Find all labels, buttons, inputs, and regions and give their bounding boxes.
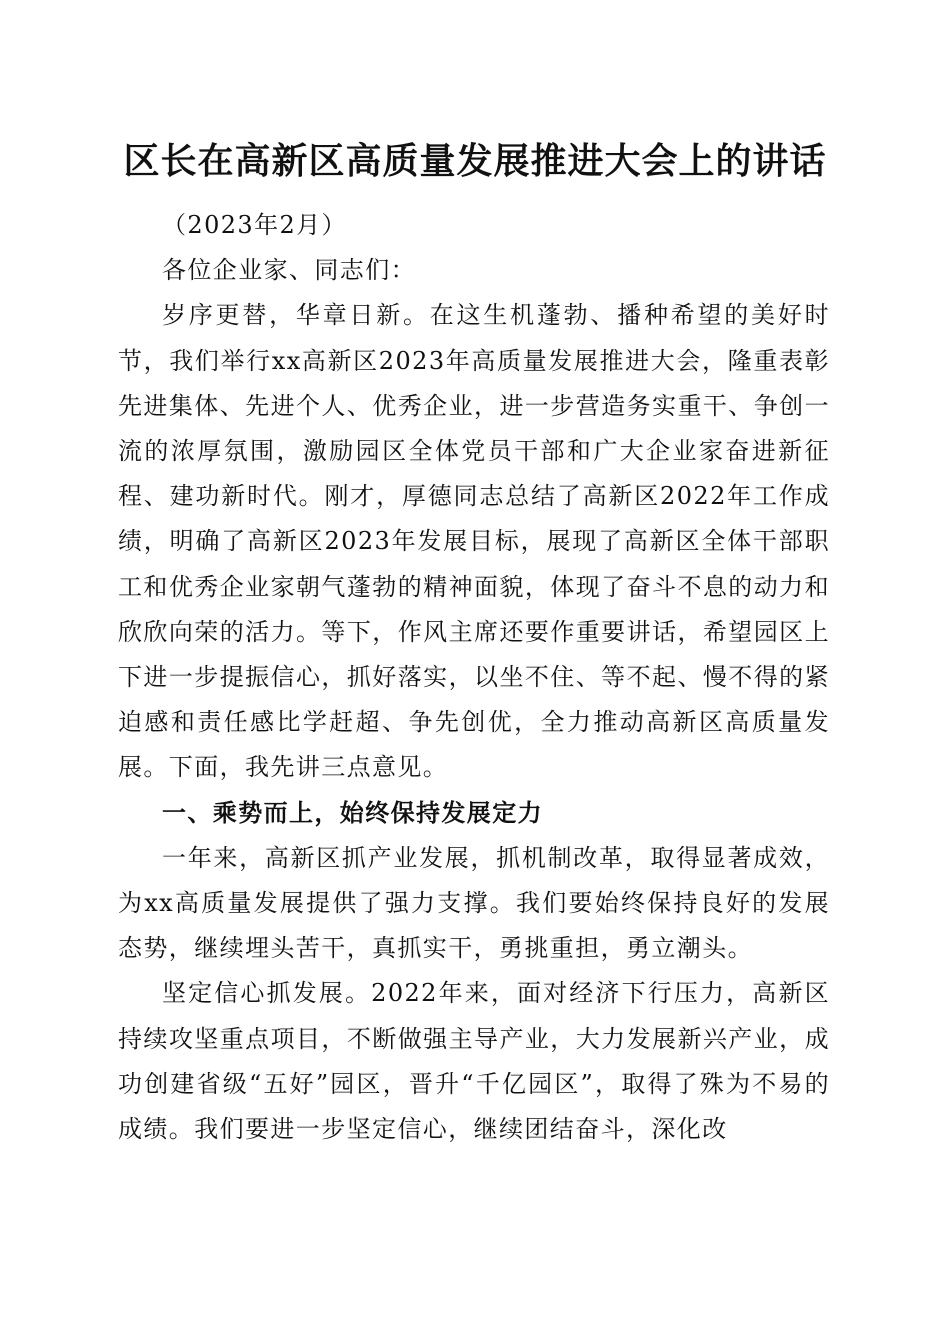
salutation: 各位企业家、同志们： (162, 256, 416, 285)
section-point-paragraph: 坚定信心抓发展。2022年来，面对经济下行压力，高新区持续攻坚重点项目，不断做强主导产业，大力发展新兴产业，成功创建省级“五好”园区，晋升“千亿园区”，取得了殊为不易的成绩。我们要进一步坚定信心，继续团结奋斗，深化改 (118, 979, 830, 1144)
document-title: 区长在高新区高质量发展推进大会上的讲话 (123, 140, 827, 182)
section-intro-paragraph: 一年来，高新区抓产业发展，抓机制改革，取得显著成效，为xx高质量发展提供了强力支撑。我们要始终保持良好的发展态势，继续埋头苦干，真抓实干，勇挑重担，勇立潮头。 (118, 843, 830, 963)
document-body (118, 203, 830, 1152)
opening-paragraph: 岁序更替，华章日新。在这生机蓬勃、播种希望的美好时节，我们举行xx高新区2023年高质量发展推进大会，隆重表彰先进集体、先进个人、优秀企业，进一步营造务实重干、争创一流的浓厚氛围，激励园区全体党员干部和广大企业家奋进新征程、建功新时代。刚才，厚德同志总结了高新区2022年工作成绩，明确了高新区2023年发展目标，展现了高新区全体干部职工和优秀企业家朝气蓬勃的精神面貌，体现了奋斗不息的动力和欣欣向荣的活力。等下，作风主席还要作重要讲话，希望园区上下进一步提振信心，抓好落实，以坐不住、等不起、慢不得的紧迫感和责任感比学赶超、争先创优，全力推动高新区高质量发展。下面，我先讲三点意见。 (118, 301, 830, 782)
date-line: （2023年2月） (162, 211, 347, 239)
section-heading: 一、乘势而上，始终保持发展定力 (162, 798, 543, 827)
